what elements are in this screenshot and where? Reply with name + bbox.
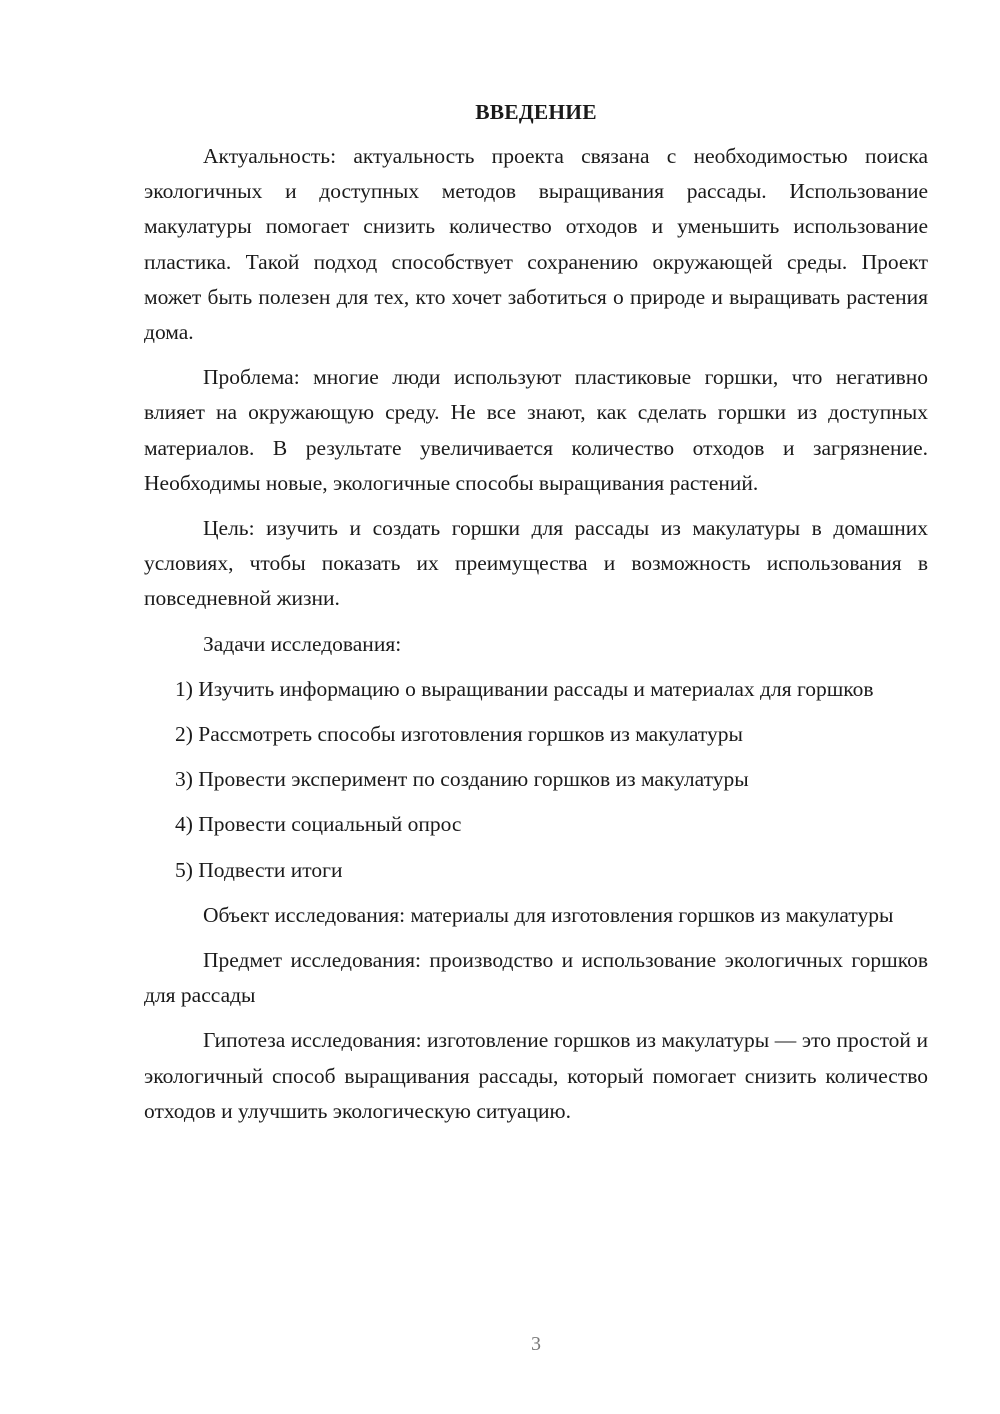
page-title: ВВЕДЕНИЕ <box>475 100 597 124</box>
tasks-list <box>144 672 928 888</box>
hypothesis-paragraph: Гипотеза исследования: изготовление горшков из макулатуры — это простой и экологичный способ выращивания рассады, который помогает снизить количество отходов и улучшить экологическую ситуацию. <box>144 1028 928 1123</box>
object-paragraph: Объект исследования: материалы для изготовления горшков из макулатуры <box>203 902 894 927</box>
tasks-heading: Задачи исследования: <box>203 631 402 656</box>
list-item: 1) Изучить информацию о выращивании рассады и материалах для горшков <box>175 676 874 701</box>
goal-paragraph: Цель: изучить и создать горшки для рассады из макулатуры в домашних условиях, чтобы показать их преимущества и возможность использования в повседневной жизни. <box>144 516 928 611</box>
relevance-paragraph: Актуальность: актуальность проекта связана с необходимостью поиска экологичных и доступных методов выращивания рассады. Использование макулатуры помогает снизить количество отходов и уменьшить использование пластика. Такой подход способствует сохранению окружающей среды. Проект может быть полезен для тех, кто хочет заботиться о природе и выращивать растения дома. <box>144 144 928 345</box>
subject-paragraph: Предмет исследования: производство и использование экологичных горшков для рассады <box>144 948 928 1008</box>
list-item: 2) Рассмотреть способы изготовления горшков из макулатуры <box>175 722 743 747</box>
page-content <box>144 97 928 1139</box>
list-item: 3) Провести эксперимент по созданию горшков из макулатуры <box>175 767 749 792</box>
page-number: 3 <box>531 1333 541 1355</box>
list-item: 5) Подвести итоги <box>175 857 343 882</box>
list-item: 4) Провести социальный опрос <box>175 812 462 837</box>
problem-paragraph: Проблема: многие люди используют пластиковые горшки, что негативно влияет на окружающую среду. Не все знают, как сделать горшки из доступных материалов. В результате увеличивается количество отходов и загрязнение. Необходимы новые, экологичные способы выращивания растений. <box>144 365 928 495</box>
